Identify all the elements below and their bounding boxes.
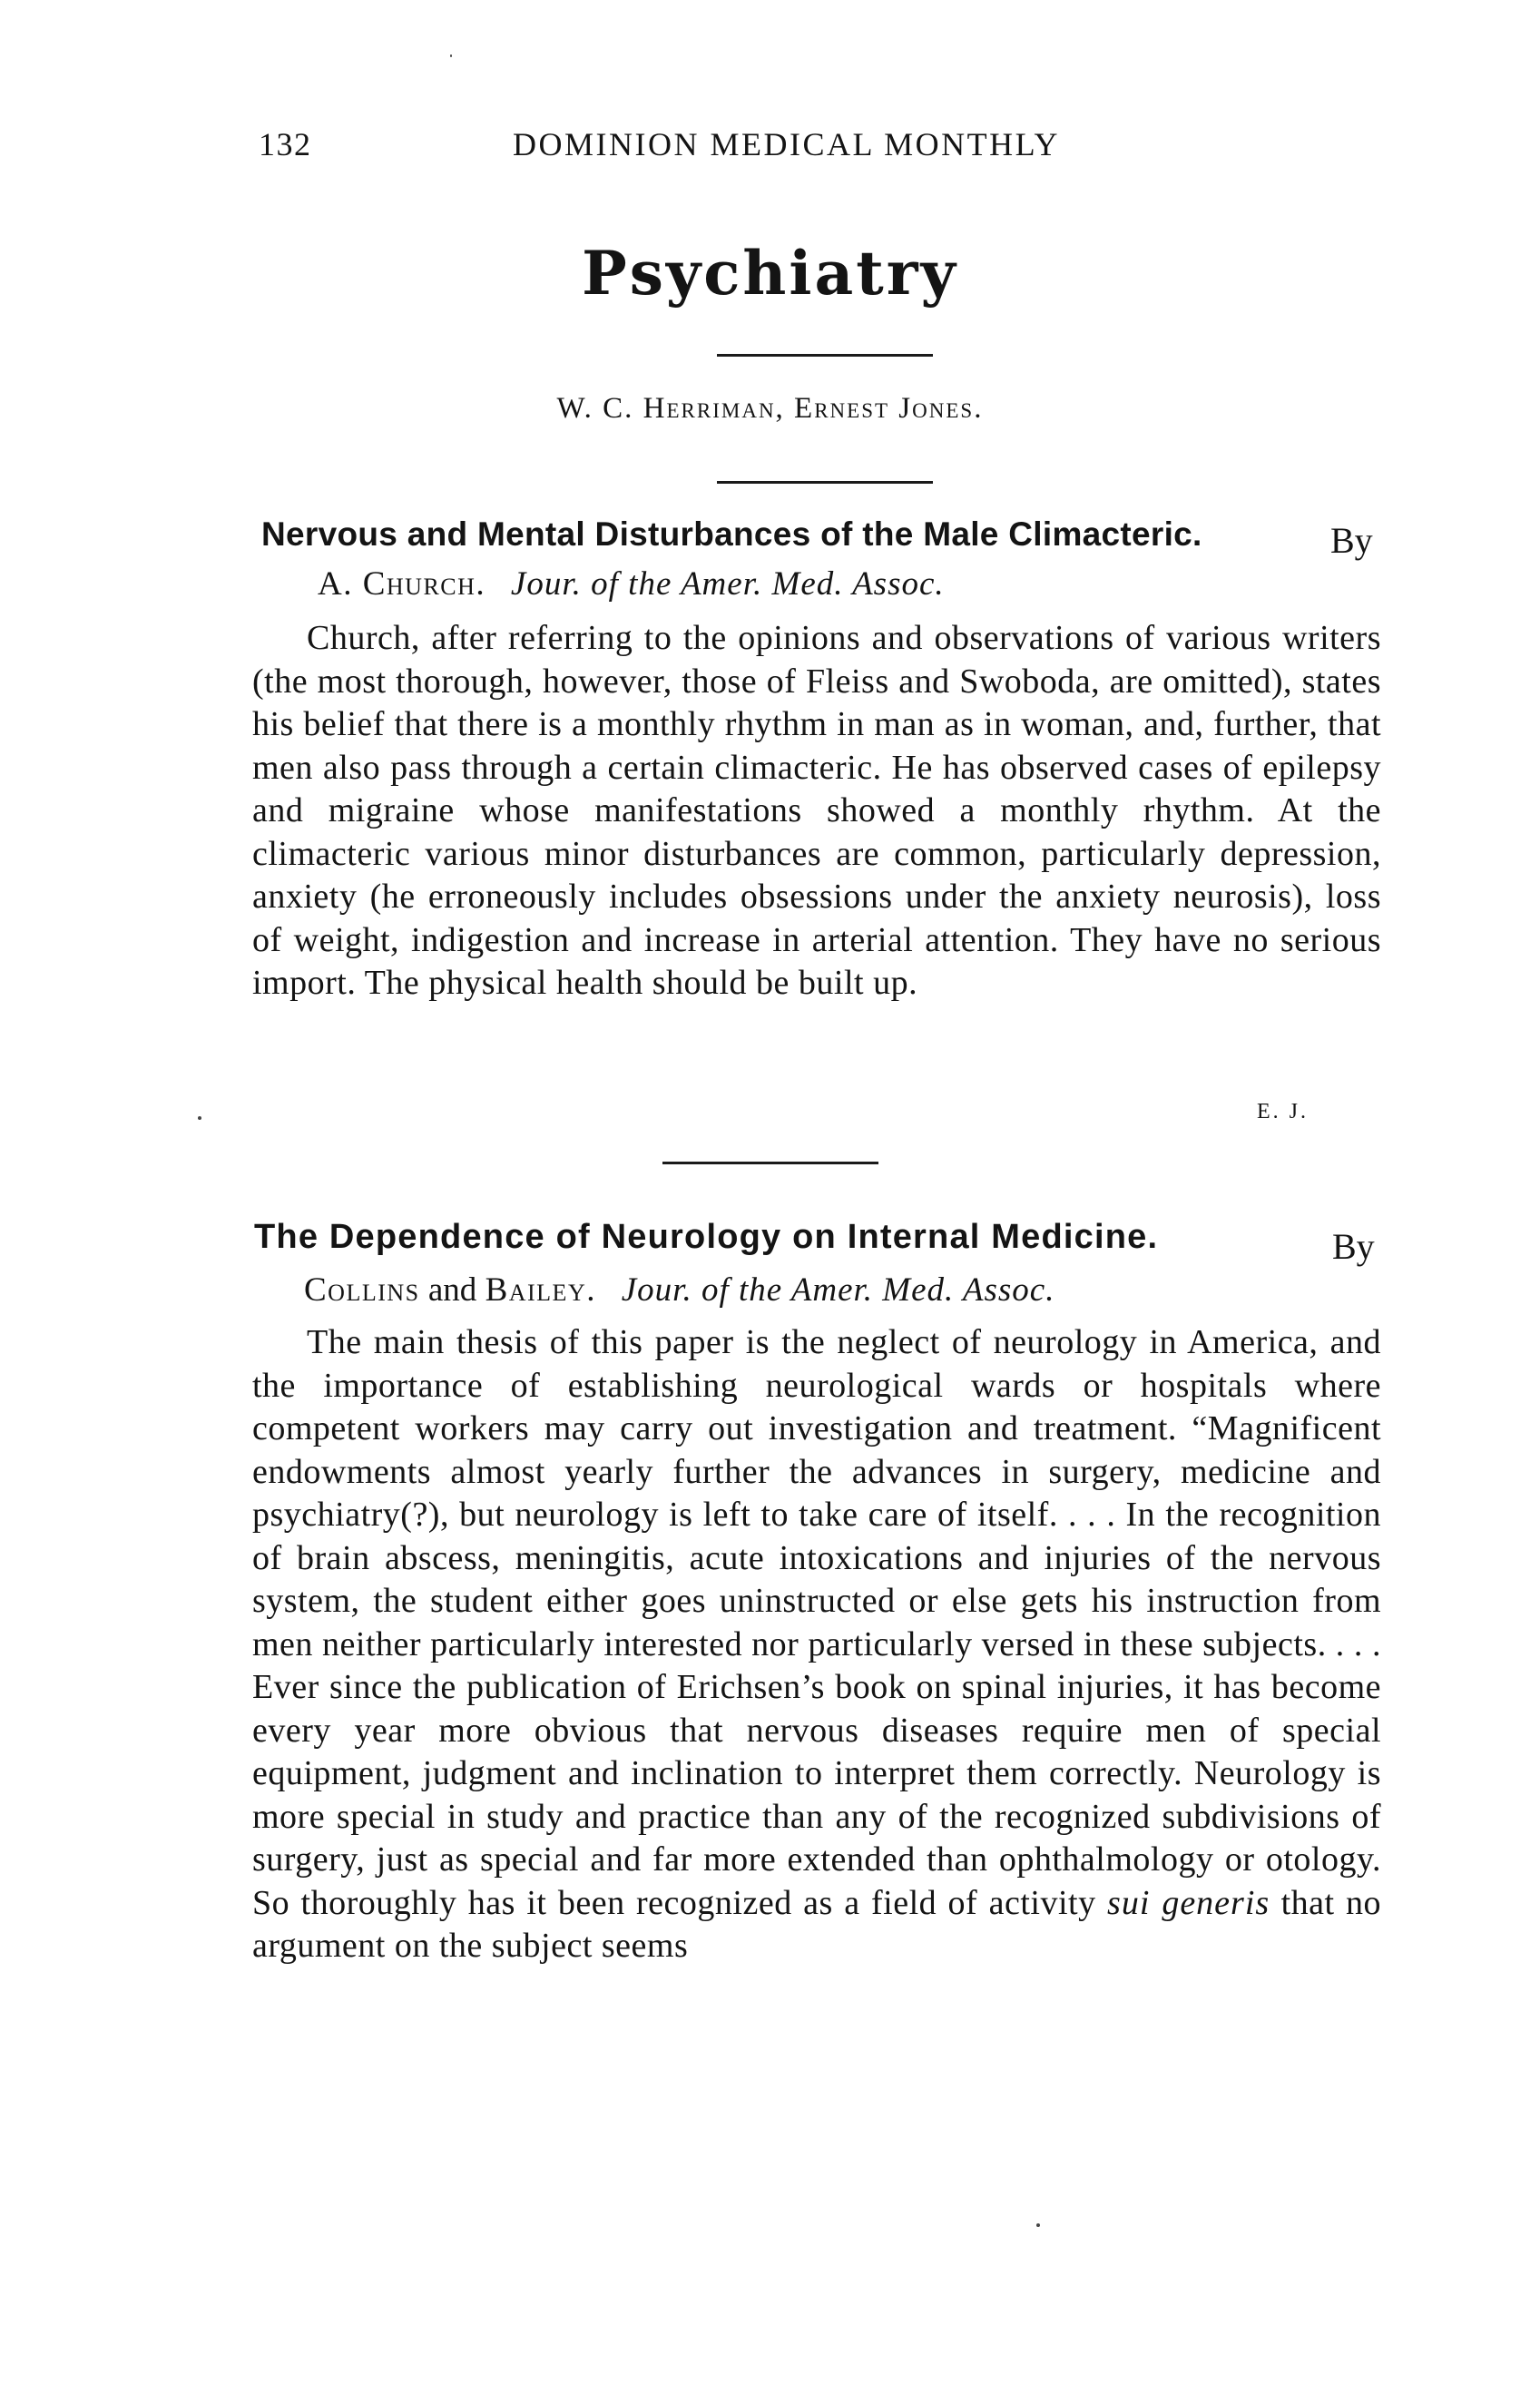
paragraph: that no argument on the subject seems [252,1883,1382,1965]
article-by: By [1330,520,1373,561]
article-author: Collins [304,1271,420,1309]
running-header [259,125,1166,171]
paragraph-italic: sui generis [1107,1883,1270,1922]
divider-rule [717,481,933,484]
section-editors: W. C. Herriman, Ernest Jones. [556,392,984,425]
article-byline [318,564,945,603]
paragraph: Church, after referring to the opinions and observations of various writers (the most thorough, however, those of Fleiss and Swoboda, are omitted), states his belief that there is a monthly rhythm in man as in woman, and, further, that men also pass through a certain climacteric. He has observed cases of epilepsy and migraine whose manifestations showed a monthly rhythm. At the climacteric various minor disturbances are common, particularly depression, anxiety (he erroneously includes obsessions under the anxiety neurosis), loss of weight, indigestion and increase in arterial attention. They have no serious import. The physical health should be built up. [252,619,1381,1002]
scan-speck [198,1116,201,1120]
paragraph: The main thesis of this paper is the neglect of neurology in America, and the importance of establishing neurological wards or hospitals where competent workers may carry out investigation and treatment. “Magnificent endowments almost yearly further the advances in surgery, medicine and psychiatry(?), but neurology is left to take care of itself. . . . In the recognition of brain abscess, meningitis, acute intoxications and injuries of the nervous system, the student either goes uninstructed or else gets his instruction from men neither particularly interested nor particularly versed in these subjects. . . . Ever since the publication of Erichsen’s book on spinal injuries, it has become every year more obvious that nervous diseases require men of special equipment, judgment and inclination to interpret them correctly. Neurology is more special in study and practice than any of the recognized subdivisions of surgery, just as special and far more extended than ophthalmology or otology. So thoroughly has it been recognized as a field of activity [252,1323,1381,1922]
article-author: Bailey. [485,1271,596,1309]
article-author: A. Church. [318,565,486,603]
section-title: Psychiatry [582,238,958,309]
divider-rule [717,354,933,357]
journal-title: DOMINION MEDICAL MONTHLY [513,126,1061,162]
reviewer-initials: E. J. [1257,1100,1309,1123]
article-body [252,617,1381,1006]
article-byline [304,1271,1054,1310]
scan-speck [450,54,452,57]
article-by: By [1332,1226,1375,1267]
page-number: 132 [259,126,312,162]
article-title: Nervous and Mental Disturbances of the Male Climacteric. [261,515,1202,553]
article-source: Jour. of the Amer. Med. Assoc. [510,565,945,603]
author-conjunction: and [427,1271,477,1309]
article-body [252,1321,1381,1968]
article-source: Jour. of the Amer. Med. Assoc. [621,1271,1055,1309]
scan-speck [1036,2223,1040,2227]
divider-rule [662,1162,878,1164]
article-title: The Dependence of Neurology on Internal Medicine. [254,1218,1159,1256]
